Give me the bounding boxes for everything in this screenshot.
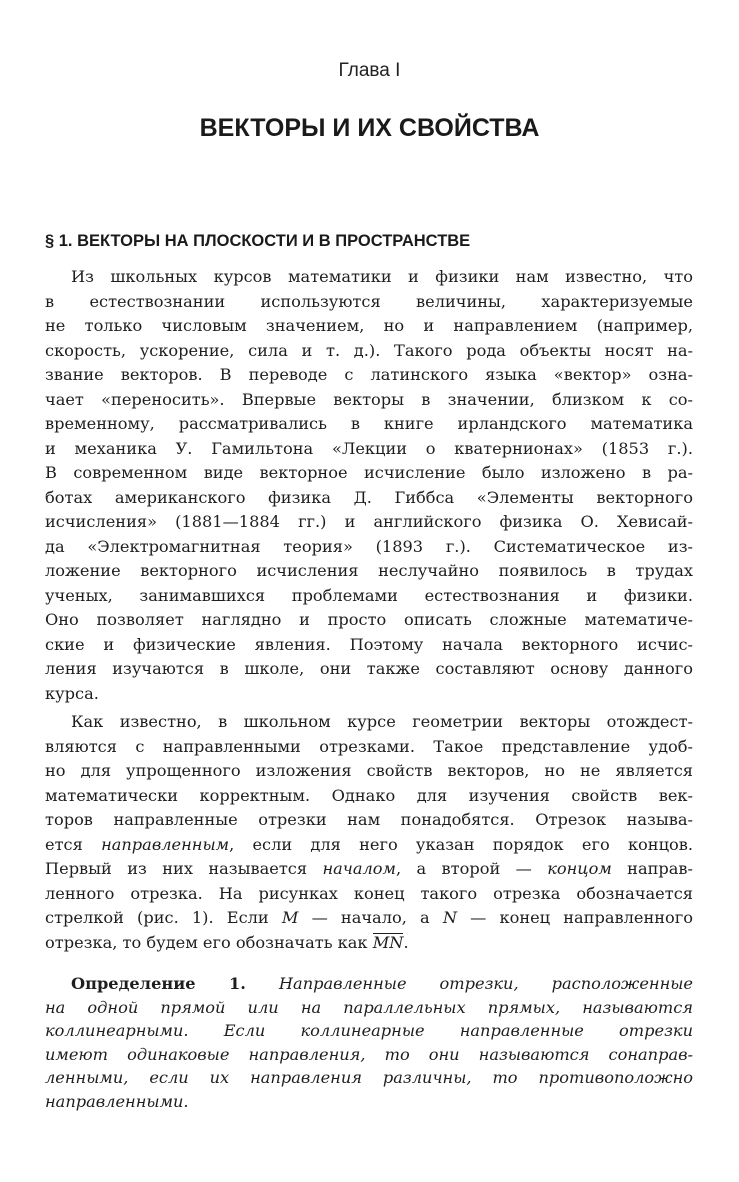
definition-block <box>45 972 693 1114</box>
text-line: да «Электромагнитная теория» (1893 г.). Систематическое из- <box>45 536 693 556</box>
term-start: началом <box>322 859 396 878</box>
text-line: В современном виде векторное исчисление было изложено в ра- <box>45 463 693 482</box>
text-line: вляются с направленными отрезками. Такое представление удоб- <box>45 736 693 756</box>
text-line: но для упрощенного изложения свойств векторов, но не является <box>45 761 693 780</box>
text-fragment: . <box>403 932 409 952</box>
text-line: ские и физические явления. Поэтому начала векторного исчис- <box>45 634 693 654</box>
text-fragment: направ- <box>611 859 693 878</box>
text-line <box>45 931 693 956</box>
text-line: временному, рассматривались в книге ирландского математика <box>45 414 693 433</box>
variable-n: N <box>442 908 457 927</box>
text-line <box>45 972 693 996</box>
text-fragment: Направленные отрезки, расположенные <box>245 974 694 993</box>
text-line: ученых, занимавшихся проблемами естествознания и физики. <box>45 585 693 605</box>
paragraph-directed-segments <box>45 710 693 955</box>
text-line: в естествознании используются величины, характеризуемые <box>45 291 693 311</box>
text-line: на одной прямой или на параллельных прямых, называются <box>45 997 693 1017</box>
text-line: ложение векторного исчисления неслучайно появилось в трудах <box>45 561 693 580</box>
section-heading: § 1. ВЕКТОРЫ НА ПЛОСКОСТИ И В ПРОСТРАНСТВЕ <box>45 232 471 250</box>
text-line: не только числовым значением, но и направлением (например, <box>45 316 693 335</box>
text-line: ленного отрезка. На рисунках конец такого отрезка обозначается <box>45 883 693 903</box>
text-line: курса. <box>45 683 99 703</box>
text-line <box>45 833 693 858</box>
vector-mn: MN <box>372 932 404 952</box>
paragraph-intro <box>45 265 693 706</box>
text-line: Как известно, в школьном курсе геометрии векторы отождест- <box>71 712 693 731</box>
text-line: чает «переносить». Впервые векторы в значении, близком к со- <box>45 389 693 409</box>
text-line <box>45 857 693 882</box>
text-line: имеют одинаковые направления, то они называются сонаправ- <box>45 1044 693 1064</box>
text-line: скорость, ускорение, сила и т. д.). Такого рода объекты носят на- <box>45 340 693 360</box>
term-directed: направленным <box>101 834 230 854</box>
text-line: ленными, если их направления различны, то противоположно <box>45 1068 693 1088</box>
text-line: математически корректным. Однако для изучения свойств век- <box>45 785 693 805</box>
text-line: звание векторов. В переводе с латинского языка «вектор» озна- <box>45 365 693 384</box>
variable-m: M <box>281 908 299 927</box>
text-fragment: , если для него указан порядок его концов. <box>229 834 694 854</box>
text-fragment: , а второй — <box>395 859 548 878</box>
text-fragment: стрелкой (рис. 1). Если <box>45 908 282 927</box>
text-fragment: Первый из них называется <box>45 859 323 878</box>
text-fragment: ется <box>45 834 102 854</box>
text-fragment: — начало, а <box>298 908 443 927</box>
text-line: ления изучаются в школе, они также составляют основу данного <box>45 659 693 678</box>
text-line: исчисления» (1881—1884 гг.) и английского физика О. Хевисай- <box>45 512 693 531</box>
text-line: направленными. <box>45 1091 189 1111</box>
term-end: концом <box>547 859 612 878</box>
text-fragment: отрезка, то будем его обозначать как <box>45 932 373 952</box>
chapter-title: ВЕКТОРЫ И ИХ СВОЙСТВА <box>199 114 540 142</box>
text-line: и механика У. Гамильтона «Лекции о кватернионах» (1853 г.). <box>45 438 693 458</box>
text-line <box>45 906 693 931</box>
text-line: ботах американского физика Д. Гиббса «Элементы векторного <box>45 487 693 507</box>
text-fragment: — конец направленного <box>456 908 694 927</box>
text-line: коллинеарными. Если коллинеарные направленные отрезки <box>45 1021 693 1041</box>
text-line: Из школьных курсов математики и физики нам известно, что <box>71 267 693 286</box>
text-line: торов направленные отрезки нам понадобятся. Отрезок называ- <box>45 810 693 829</box>
chapter-label: Глава I <box>338 60 401 81</box>
text-line: Оно позволяет наглядно и просто описать сложные математиче- <box>45 610 693 629</box>
definition-term: Определение 1. <box>71 974 246 993</box>
